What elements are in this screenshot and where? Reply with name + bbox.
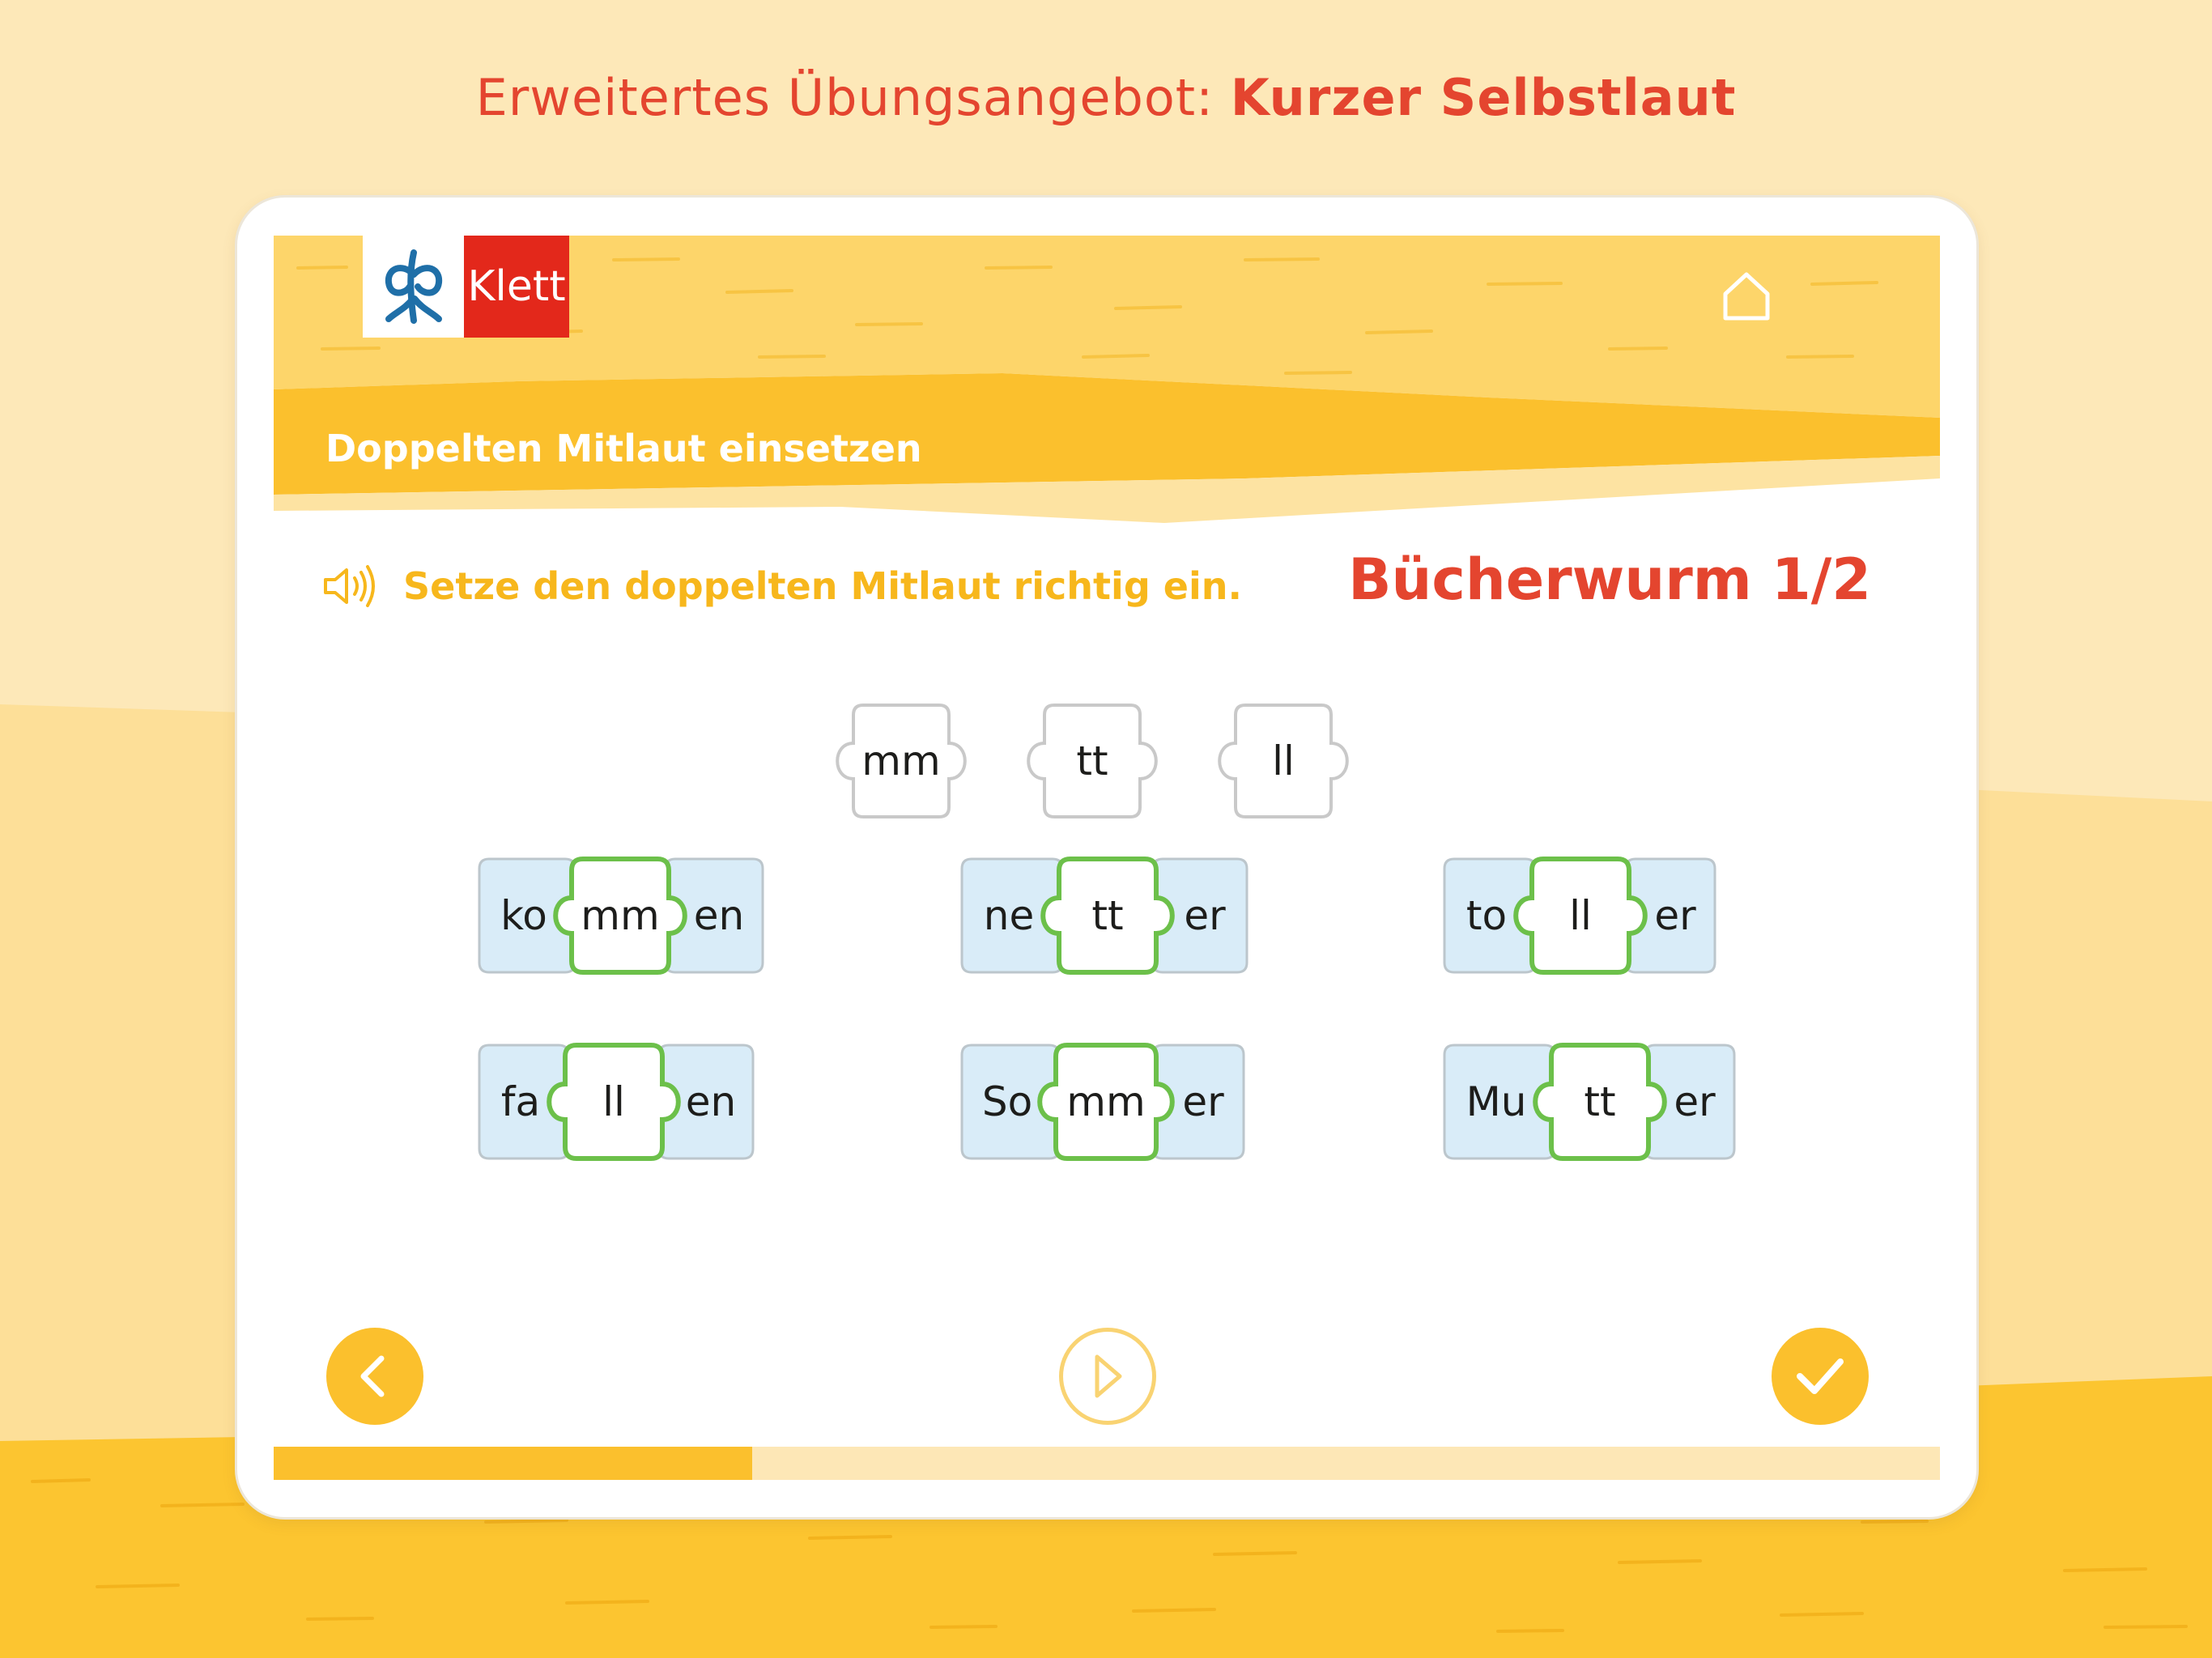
progress-fill <box>274 1447 752 1480</box>
word-middle-text: ll <box>602 1078 625 1125</box>
tablet-frame <box>235 195 1979 1520</box>
word-right-text: er <box>1674 1078 1716 1125</box>
tray-piece-label: tt <box>1076 738 1108 784</box>
play-icon <box>1087 1352 1128 1401</box>
word-middle-text: tt <box>1584 1078 1616 1125</box>
word-row-kommen <box>479 859 763 972</box>
tray-piece-label: mm <box>861 738 941 784</box>
word-row-fallen <box>479 1045 753 1158</box>
word-middle-text: mm <box>1066 1078 1146 1125</box>
word-right-text: en <box>685 1078 737 1125</box>
headline-normal: Erweitertes Übungsangebot: <box>475 68 1231 127</box>
play-button[interactable] <box>1059 1328 1156 1425</box>
app-screen <box>274 236 1940 1480</box>
word-row-netter <box>962 859 1247 972</box>
check-icon <box>1792 1352 1848 1401</box>
word-left-text: Mu <box>1465 1078 1527 1125</box>
word-left-text: ko <box>500 892 547 939</box>
word-middle-text: tt <box>1091 892 1124 939</box>
tray-piece-tt[interactable] <box>1028 705 1156 817</box>
word-middle-text: ll <box>1569 892 1592 939</box>
tray-piece-label: ll <box>1272 738 1295 784</box>
word-left-text: to <box>1465 892 1508 939</box>
previous-button[interactable] <box>326 1328 423 1425</box>
klett-logo-word: Klett <box>464 236 569 338</box>
puzzle-area <box>274 236 1940 1480</box>
word-right-text: en <box>693 892 745 939</box>
instruction-text: Setze den doppelten Mitlaut richtig ein. <box>403 564 1242 608</box>
section-title: Doppelten Mitlaut einsetzen <box>325 427 922 470</box>
word-row-Mutter <box>1444 1045 1734 1158</box>
tray-piece-ll[interactable] <box>1219 705 1347 817</box>
word-right-text: er <box>1182 1078 1224 1125</box>
check-button[interactable] <box>1772 1328 1869 1425</box>
word-middle-text: mm <box>581 892 660 939</box>
word-left-text: So <box>981 1078 1033 1125</box>
word-row-toller <box>1444 859 1715 972</box>
tray-piece-mm[interactable] <box>837 705 965 817</box>
word-left-text: fa <box>500 1078 541 1125</box>
word-row-Sommer <box>962 1045 1244 1158</box>
progress-bar <box>274 1447 1940 1480</box>
word-right-text: er <box>1654 892 1696 939</box>
game-title: Bücherwurm 1/2 <box>1348 546 1871 613</box>
headline-bold: Kurzer Selbstlaut <box>1230 68 1737 127</box>
chevron-left-icon <box>351 1352 399 1401</box>
word-right-text: er <box>1184 892 1226 939</box>
word-left-text: ne <box>983 892 1035 939</box>
page-headline <box>0 68 2212 127</box>
